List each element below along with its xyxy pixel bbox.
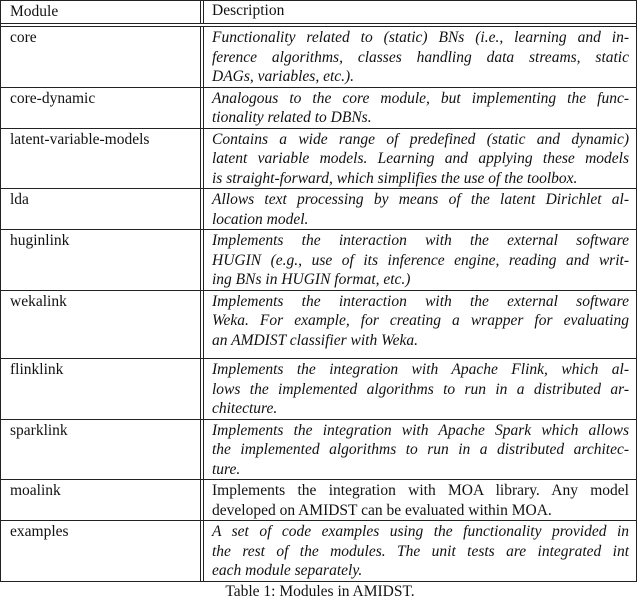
description-line: Implements the interaction with the external software <box>212 232 629 249</box>
module-name: core-dynamic <box>1 88 204 128</box>
module-description <box>204 291 636 359</box>
table-row <box>1 521 636 581</box>
description-line: Weka. For example, for creating a wrapper for evaluating <box>212 312 629 329</box>
table-row <box>1 420 636 481</box>
module-description <box>204 230 636 290</box>
module-description <box>204 359 636 419</box>
description-line: each module separately. <box>212 562 363 579</box>
table-row <box>1 359 636 420</box>
table-row <box>1 129 636 190</box>
module-name: wekalink <box>1 291 204 359</box>
table-row <box>1 291 636 360</box>
table-row <box>1 88 636 129</box>
description-line: chitecture. <box>212 400 278 417</box>
description-line: A set of code examples using the functionality provided in <box>212 523 629 540</box>
module-description <box>204 27 636 87</box>
description-line: the implemented algorithms to run in a distributed architec- <box>212 441 629 458</box>
description-line: ference algorithms, classes handling data streams, static <box>212 48 629 66</box>
description-line: HUGIN (e.g., use of its inference engine, reading and writ- <box>212 251 629 269</box>
table-caption: Table 1: Modules in AMIDST. <box>225 583 415 600</box>
description-line: Implements the integration with MOA library. Any model <box>212 482 629 499</box>
description-line: location model. <box>212 210 309 228</box>
description-line: DAGs, variables, etc.). <box>212 68 355 85</box>
description-line: is straight-forward, which simplifies the use of the toolbox. <box>212 169 578 187</box>
table-row <box>1 27 636 88</box>
description-line: ing BNs in HUGIN format, etc.) <box>212 271 411 288</box>
header-description: Description <box>212 2 285 19</box>
module-description <box>204 129 636 189</box>
module-description <box>204 480 636 520</box>
table-header-row <box>1 1 636 27</box>
module-description <box>204 88 636 128</box>
table-row <box>1 189 636 230</box>
table-row <box>1 480 636 521</box>
description-line: the rest of the modules. The unit tests are integrated int <box>212 542 629 560</box>
module-description <box>204 521 636 581</box>
description-line: latent variable models. Learning and applying these models <box>212 150 629 167</box>
description-line: developed on AMIDST can be evaluated within MOA. <box>212 501 552 519</box>
description-line: lows the implemented algorithms to run in a distributed ar- <box>212 380 629 398</box>
module-name: lda <box>1 189 204 229</box>
description-line: Implements the integration with Apache Spark which allows <box>212 421 629 439</box>
module-name: sparklink <box>1 420 204 480</box>
description-line: tionality related to DBNs. <box>212 109 372 126</box>
module-name: examples <box>1 521 204 581</box>
module-description <box>204 189 636 229</box>
module-name: core <box>1 27 204 87</box>
module-name: huginlink <box>1 230 204 290</box>
table-row <box>1 230 636 291</box>
description-line: Contains a wide range of predefined (static and dynamic) <box>212 130 629 148</box>
module-name: flinklink <box>1 359 204 419</box>
description-line: Implements the interaction with the external software <box>212 292 629 310</box>
module-description <box>204 420 636 480</box>
description-line: Functionality related to (static) BNs (i.e., learning and in- <box>212 29 629 46</box>
description-line: Implements the integration with Apache Flink, which al- <box>212 361 629 378</box>
description-line: Allows text processing by means of the latent Dirichlet al- <box>212 191 629 208</box>
description-line: Analogous to the core module, but implementing the func- <box>212 89 629 107</box>
description-line: ture. <box>212 460 241 478</box>
module-name: latent-variable-models <box>1 129 204 189</box>
header-module: Module <box>1 1 204 23</box>
description-line: an AMDIST classifier with Weka. <box>212 331 418 349</box>
module-name: moalink <box>1 480 204 520</box>
